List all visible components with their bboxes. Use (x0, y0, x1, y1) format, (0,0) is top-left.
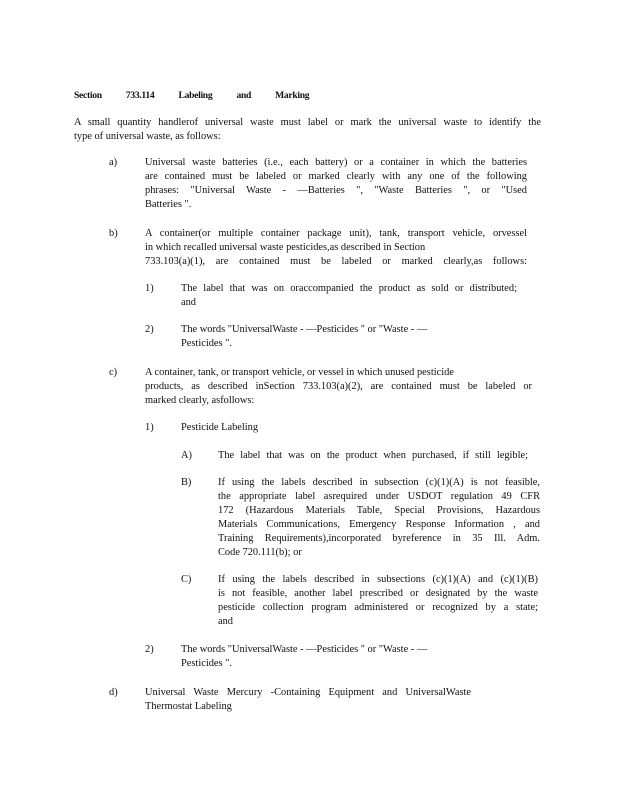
item-c-sub1-C-line: is not feasible, another label prescribed or designated by the waste (218, 588, 538, 599)
item-c-sub1-A-text (218, 449, 528, 463)
item-c-sub1-B-line: Code 720.111(b); or (218, 547, 302, 558)
item-c-sub1-C-label: C) (181, 574, 192, 585)
item-c-sub1-label: 1) (145, 422, 154, 433)
item-c-sub2-line: Pesticides ". (181, 658, 232, 669)
item-c-line: marked clearly, asfollows: (145, 395, 255, 406)
item-c-text (145, 366, 532, 408)
section-heading: Section 733.114 Labeling and Marking (74, 90, 310, 101)
item-a-text (145, 156, 527, 212)
item-d-line: Thermostat Labeling (145, 701, 232, 712)
item-b-sub1-line: The label that was on oraccompanied the product as sold or distributed; (181, 283, 517, 294)
item-b-sub2-text (181, 323, 491, 351)
item-a-line: are contained must be labeled or marked clearly with any one of the following (145, 171, 527, 182)
intro-line: type of universal waste, as follows: (74, 131, 221, 142)
item-c-sub1-B-text (218, 476, 540, 560)
item-d-line: Universal Waste Mercury -Containing Equipment and UniversalWaste (145, 687, 471, 698)
item-c-sub1-title: Pesticide Labeling (181, 422, 259, 433)
item-b-sub1-label: 1) (145, 283, 154, 294)
item-c-sub1-C-line: and (218, 616, 234, 627)
item-c-sub2-text (181, 643, 491, 671)
item-d-label: d) (109, 687, 118, 698)
item-b-line: 733.103(a)(1), are contained must be labeled or marked clearly,as follows: (145, 256, 527, 267)
item-c-sub1-C-line: If using the labels described in subsections (c)(1)(A) and (c)(1)(B) (218, 574, 538, 585)
item-c-sub1-A-label: A) (181, 450, 192, 461)
item-c-sub1-B-line: 172 (Hazardous Materials Table, Special Provisions, Hazardous (218, 505, 540, 516)
item-a-label: a) (109, 157, 118, 168)
intro-line: A small quantity handlerof universal waste must label or mark the universal waste to identify the (74, 117, 541, 128)
item-b-text (145, 227, 527, 269)
item-b-label: b) (109, 228, 118, 239)
intro-paragraph (74, 116, 541, 144)
item-c-sub1-C-text (218, 573, 538, 629)
item-c-sub1-B-line: the appropriate label asrequired under USDOT regulation 49 CFR (218, 491, 540, 502)
item-b-line: A container(or multiple container package unit), tank, transport vehicle, orvessel (145, 228, 527, 239)
item-c-label: c) (109, 367, 118, 378)
item-c-sub1-C-line: pesticide collection program administered or recognized by a state; (218, 602, 538, 613)
item-b-sub2-line: Pesticides ". (181, 338, 232, 349)
item-a-line: phrases: "Universal Waste - —Batteries ", "Waste Batteries ", or "Used (145, 185, 527, 196)
item-a-line: Batteries ". (145, 199, 192, 210)
item-c-sub1-B-line: Materials Communications, Emergency Response Information , and (218, 519, 540, 530)
item-b-line: in which recalled universal waste pesticides,as described in Section (145, 242, 426, 253)
item-b-sub1-text (181, 282, 517, 310)
item-b-sub2-label: 2) (145, 324, 154, 335)
item-d-text (145, 686, 471, 714)
item-c-sub2-label: 2) (145, 644, 154, 655)
item-c-sub1-B-label: B) (181, 477, 192, 488)
item-c-sub1-B-line: Training Requirements),incorporated byreference in 35 Ill. Adm. (218, 533, 540, 544)
item-b-sub1-line: and (181, 297, 197, 308)
item-b-sub2-line: The words "UniversalWaste - —Pesticides " or "Waste - — (181, 324, 428, 335)
item-c-sub1-A-line: The label that was on the product when purchased, if still legible; (218, 450, 528, 461)
item-c-line: products, as described inSection 733.103(a)(2), are contained must be labeled or (145, 381, 532, 392)
item-c-sub1-B-line: If using the labels described in subsection (c)(1)(A) is not feasible, (218, 477, 540, 488)
item-c-sub2-line: The words "UniversalWaste - —Pesticides " or "Waste - — (181, 644, 428, 655)
item-a-line: Universal waste batteries (i.e., each battery) or a container in which the batteries (145, 157, 527, 168)
item-c-line: A container, tank, or transport vehicle, or vessel in which unused pesticide (145, 367, 454, 378)
